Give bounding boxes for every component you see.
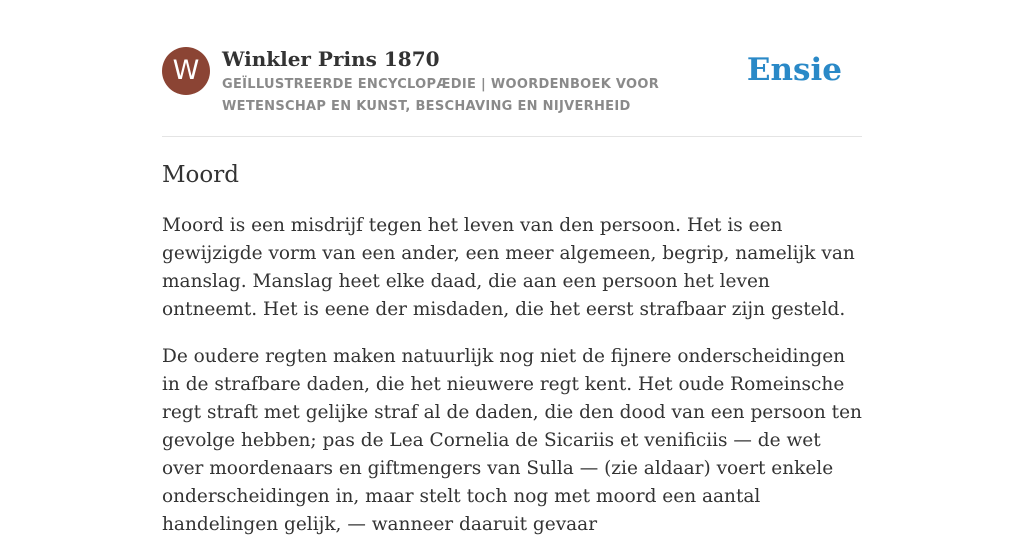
article-paragraph-2: De oudere regten maken natuurlijk nog niet de fijnere onderscheidingen in de strafbare daden, die het nieuwere regt kent. Het oude Romeinsche regt straft met gelijke straf al de daden, die den dood van een persoon ten gevolge hebben; pas de Lea Cornelia de Sicariis et venificiis — de wet over moordenaars en giftmengers van Sulla — (zie aldaar) voert enkele onderscheidingen in, maar stelt toch nog met moord een aantal handelingen gelijk, — wanneer daaruit gevaar	[162, 346, 862, 535]
source-subtitle: GEÏLLUSTREERDE ENCYCLOPÆDIE | WOORDENBOEK VOOR WETENSCHAP EN KUNST, BESCHAVING EN NIJVERHEID	[222, 77, 660, 114]
source-header	[162, 44, 862, 137]
brand-logo[interactable]: Ensie	[746, 52, 842, 88]
source-title[interactable]: Winkler Prins 1870	[222, 47, 440, 71]
article-paragraph-1: Moord is een misdrijf tegen het leven van den persoon. Het is een gewijzigde vorm van een ander, een meer algemeen, begrip, namelijk van manslag. Manslag heet elke daad, die aan een persoon het leven ontneemt. Het is eene der misdaden, die het eerst strafbaar zijn gesteld.	[162, 215, 855, 320]
source-avatar[interactable]: W	[162, 47, 210, 95]
article-title: Moord	[162, 162, 239, 188]
